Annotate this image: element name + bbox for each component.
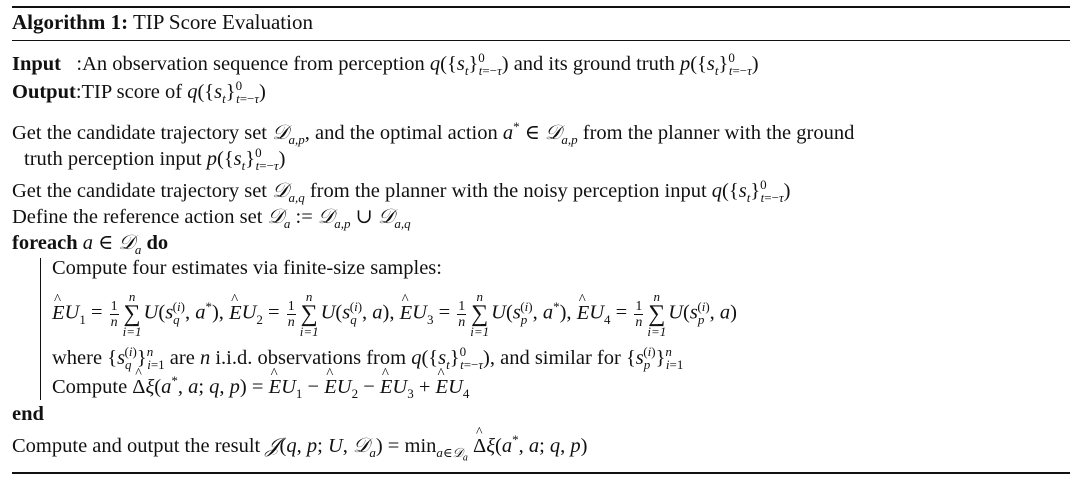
end-line: end	[12, 403, 44, 425]
header-rule	[12, 40, 1070, 41]
input-text: An observation sequence from perception	[82, 53, 425, 75]
input-line: Input :An observation sequence from perception $q(\{s_t\}^0_{t=-\tau})$ and its ground truth $p(\{s_t\}^0_{t=-\tau})$	[12, 50, 759, 79]
algorithm-label: Algorithm 1:	[12, 10, 129, 34]
step-1-cont: truth perception input $p(\{s_t\}^0_{t=-\tau})$	[24, 145, 286, 174]
algorithm-header	[12, 9, 313, 35]
input-text2: and its ground truth	[513, 53, 675, 75]
output-text: TIP score of	[81, 81, 183, 103]
step-2: Get the candidate trajectory set 𝒟$_{a,q}$ from the planner with the noisy perception input $q(\{s_t\}^0_{t=-\tau})$	[12, 177, 791, 206]
final-line: Compute and output the result 𝒥(q, p; U, 𝒟$_a$) = $\min_{a\in 𝒟_a}$ ^ Δξ(a*, a; q, p)	[12, 432, 587, 459]
foreach-line: foreach a ∈ 𝒟$_a$ do	[12, 230, 169, 258]
step-3: Define the reference action set 𝒟$_a$ := 𝒟$_{a,p}$ ∪ 𝒟$_{a,q}$	[12, 204, 411, 232]
output-label: Output	[12, 81, 76, 103]
bottom-rule	[12, 472, 1070, 474]
math-q-seq: q	[429, 53, 441, 75]
algorithm-title: TIP Score Evaluation	[132, 10, 313, 34]
loop-line-3: where $\{s_q^{(i)}\}^n_{i=1}$ are n i.i.d. observations from $q(\{s_t\}^0_{t=-\tau})$, and similar for $\{s_p^{(i)}\}^n_{i=1}$	[52, 344, 684, 373]
loop-line-1: Compute four estimates via finite-size samples:	[52, 257, 442, 279]
math-p-seq: p	[679, 53, 691, 75]
input-label: Input	[12, 53, 62, 75]
loop-line-4: Compute ^ Δξ(a*, a; q, p) = ^ $EU_1$ − ^ $EU_2$ − ^ $EU_3$ + ^ $EU_4$	[52, 374, 469, 400]
step-1: Get the candidate trajectory set 𝒟$_{a,p}$, and the optimal action a* ∈ 𝒟$_{a,p}$ from the planner with the ground	[12, 119, 855, 148]
loop-estimates: ^ $EU_1$ = $\frac{1}{n}$ n ∑ i=1 $U(s_q^{(i)}$, a*), ^ $EU_2$ = $\frac{1}{n}$ n ∑ i=1 $U(s_q^{(i)}$, a), ^ $EU_3$ = $\frac{1}{n}$ n ∑ i=1 $U(s_p^{(i)}$, a*), ^ $EU_4$ = $\frac{1}{n}$ n ∑ i=1 $U(s_p^{(i)}$, a)	[52, 290, 737, 338]
output-line: Output:TIP score of $q(\{s_t\}^0_{t=-\tau})$	[12, 78, 266, 107]
top-rule	[12, 6, 1070, 8]
loop-bar	[40, 258, 41, 400]
